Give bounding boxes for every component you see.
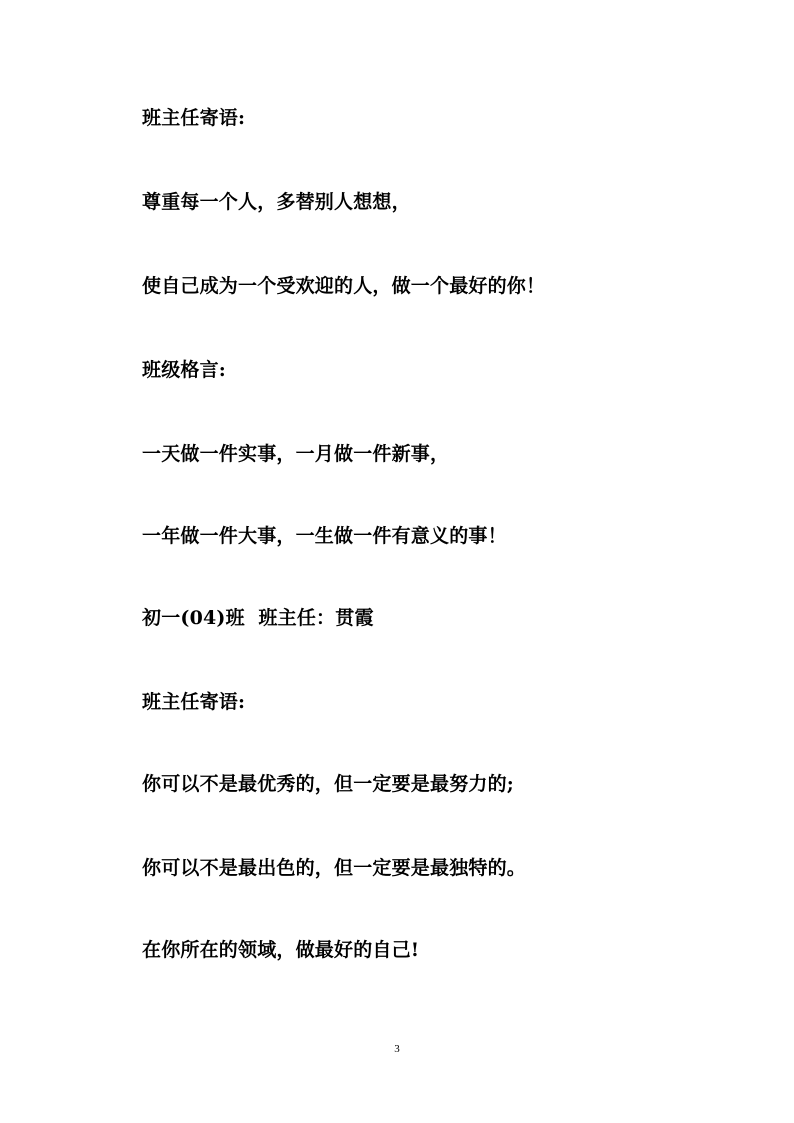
paragraph-line: 你可以不是最出色的，但一定要是最独特的。 xyxy=(142,857,527,879)
heading-teacher-message: 班主任寄语: xyxy=(142,107,246,129)
class-teacher-info: 初一(04)班 班主任：贯霞 xyxy=(142,607,374,629)
heading-class-motto: 班级格言: xyxy=(142,359,227,381)
paragraph-line: 使自己成为一个受欢迎的人，做一个最好的你！ xyxy=(142,275,546,297)
paragraph-line: 你可以不是最优秀的，但一定要是最努力的; xyxy=(142,773,515,795)
heading-teacher-message: 班主任寄语: xyxy=(142,691,246,713)
paragraph-line: 在你所在的领域，做最好的自己! xyxy=(142,939,420,961)
paragraph-line: 一天做一件实事，一月做一件新事， xyxy=(142,443,450,465)
page-number: 3 xyxy=(394,1043,400,1055)
paragraph-line: 一年做一件大事，一生做一件有意义的事！ xyxy=(142,525,507,547)
paragraph-line: 尊重每一个人，多替别人想想， xyxy=(142,191,411,213)
